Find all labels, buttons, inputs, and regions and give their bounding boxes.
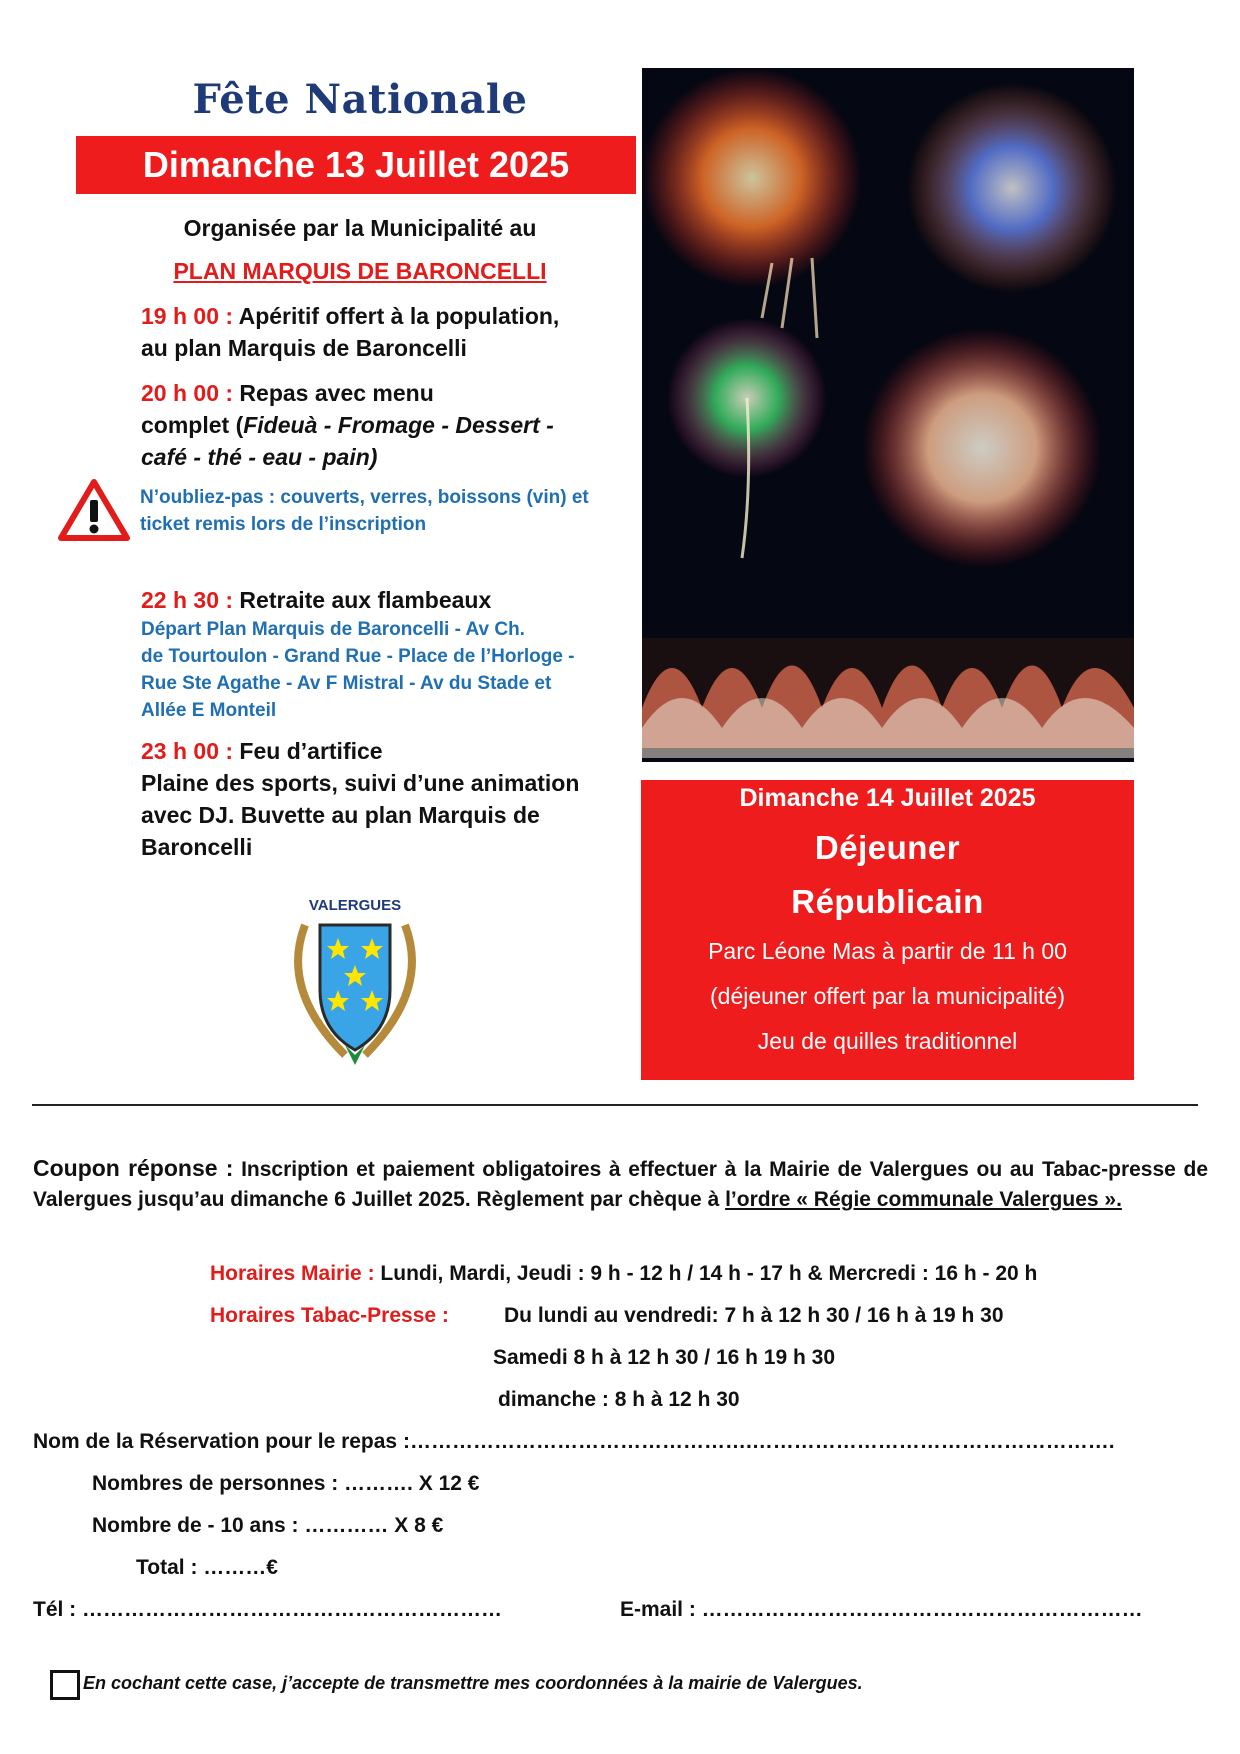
hours-tabac: [210, 1304, 449, 1328]
separator-line: [32, 1104, 1198, 1107]
route-line: Rue Ste Agathe - Av F Mistral - Av du Stade et: [141, 673, 552, 694]
second-event-detail: (déjeuner offert par la municipalité): [710, 983, 1065, 1009]
second-event-box: [641, 780, 1134, 1080]
hours-label: Horaires Tabac-Presse :: [210, 1304, 449, 1327]
hours-label: Horaires Mairie :: [210, 1262, 375, 1285]
venue-name: PLAN MARQUIS DE BARONCELLI: [173, 258, 547, 284]
consent-text: En cochant cette case, j’accepte de transmettre mes coordonnées à la mairie de Valergues.: [83, 1673, 863, 1693]
coupon-body: Inscription et paiement obligatoires à effectuer à la Mairie de Valergues ou au Tabac-presse de Valergues jusqu’au dimanche 6 Juillet 2025. Règlement par chèque à: [33, 1158, 1208, 1211]
route-description: [141, 616, 661, 724]
route-line: Départ Plan Marquis de Baroncelli - Av Ch.: [141, 619, 525, 640]
menu-text: Fideuà - Fromage - Dessert -: [243, 412, 554, 438]
warning-icon: [58, 478, 130, 542]
event-2000: [141, 377, 641, 473]
reminder-note: [140, 484, 640, 538]
event-2230: [141, 584, 641, 616]
second-event-title: Républicain: [791, 883, 984, 920]
coupon-order: l’ordre « Régie communale Valergues ».: [725, 1188, 1122, 1211]
event-text: au plan Marquis de Baroncelli: [141, 335, 467, 361]
menu-text: café - thé - eau - pain): [141, 444, 378, 470]
route-line: Allée E Monteil: [141, 700, 277, 721]
kids-field[interactable]: Nombre de - 10 ans : ………… X 8 €: [92, 1514, 444, 1537]
event-time: 22 h 30 :: [141, 587, 234, 613]
reservation-name-field[interactable]: Nom de la Réservation pour le repas :………………………………………….…………………………………………….: [33, 1430, 1115, 1453]
email-field[interactable]: E-mail : ………………………………………………………: [620, 1598, 1143, 1621]
coupon-label: Coupon réponse :: [33, 1155, 234, 1181]
date-banner: Dimanche 13 Juillet 2025: [76, 136, 636, 194]
event-1900: [141, 300, 641, 364]
tel-field[interactable]: Tél : ……………………………………………………: [33, 1598, 503, 1621]
event-text: Retraite aux flambeaux: [233, 587, 492, 613]
reminder-line: ticket remis lors de l’inscription: [140, 514, 427, 535]
consent-checkbox[interactable]: [50, 1670, 80, 1700]
page-title: Fête Nationale: [192, 76, 528, 123]
event-text: Baroncelli: [141, 834, 253, 860]
reminder-line: N’oubliez-pas : couverts, verres, boissons (vin) et: [140, 487, 589, 508]
valergues-logo: [250, 870, 460, 1080]
event-text: Apéritif offert à la population,: [233, 303, 560, 329]
event-time: 19 h 00 :: [141, 303, 234, 329]
second-event-detail: Parc Léone Mas à partir de 11 h 00: [708, 938, 1067, 964]
event-time: 23 h 00 :: [141, 738, 234, 764]
hours-value: dimanche : 8 h à 12 h 30: [498, 1388, 740, 1411]
event-text: avec DJ. Buvette au plan Marquis de: [141, 802, 540, 828]
fireworks-image: [642, 68, 1134, 762]
total-field[interactable]: Total : ………€: [136, 1556, 278, 1579]
hours-value: Samedi 8 h à 12 h 30 / 16 h 19 h 30: [493, 1346, 836, 1369]
route-line: de Tourtoulon - Grand Rue - Place de l’Horloge -: [141, 646, 575, 667]
hours-value: Lundi, Mardi, Jeudi : 9 h - 12 h / 14 h - 17 h & Mercredi : 16 h - 20 h: [374, 1262, 1038, 1285]
event-2300: [141, 735, 641, 863]
coupon-text: [33, 1153, 1208, 1215]
event-text: Plaine des sports, suivi d’une animation: [141, 770, 580, 796]
hours-value: Du lundi au vendredi: 7 h à 12 h 30 / 16 h à 19 h 30: [504, 1304, 1004, 1327]
event-text: complet (: [141, 412, 244, 438]
organiser-text: Organisée par la Municipalité au: [183, 215, 537, 241]
second-event-date: Dimanche 14 Juillet 2025: [739, 784, 1036, 812]
event-text: Feu d’artifice: [233, 738, 383, 764]
logo-text: VALERGUES: [308, 897, 402, 914]
event-time: 20 h 00 :: [141, 380, 234, 406]
persons-field[interactable]: Nombres de personnes : ………. X 12 €: [92, 1472, 480, 1495]
second-event-title: Déjeuner: [814, 829, 961, 866]
hours-mairie: [210, 1262, 1037, 1286]
event-text: Repas avec menu: [233, 380, 434, 406]
second-event-detail: Jeu de quilles traditionnel: [757, 1028, 1018, 1054]
